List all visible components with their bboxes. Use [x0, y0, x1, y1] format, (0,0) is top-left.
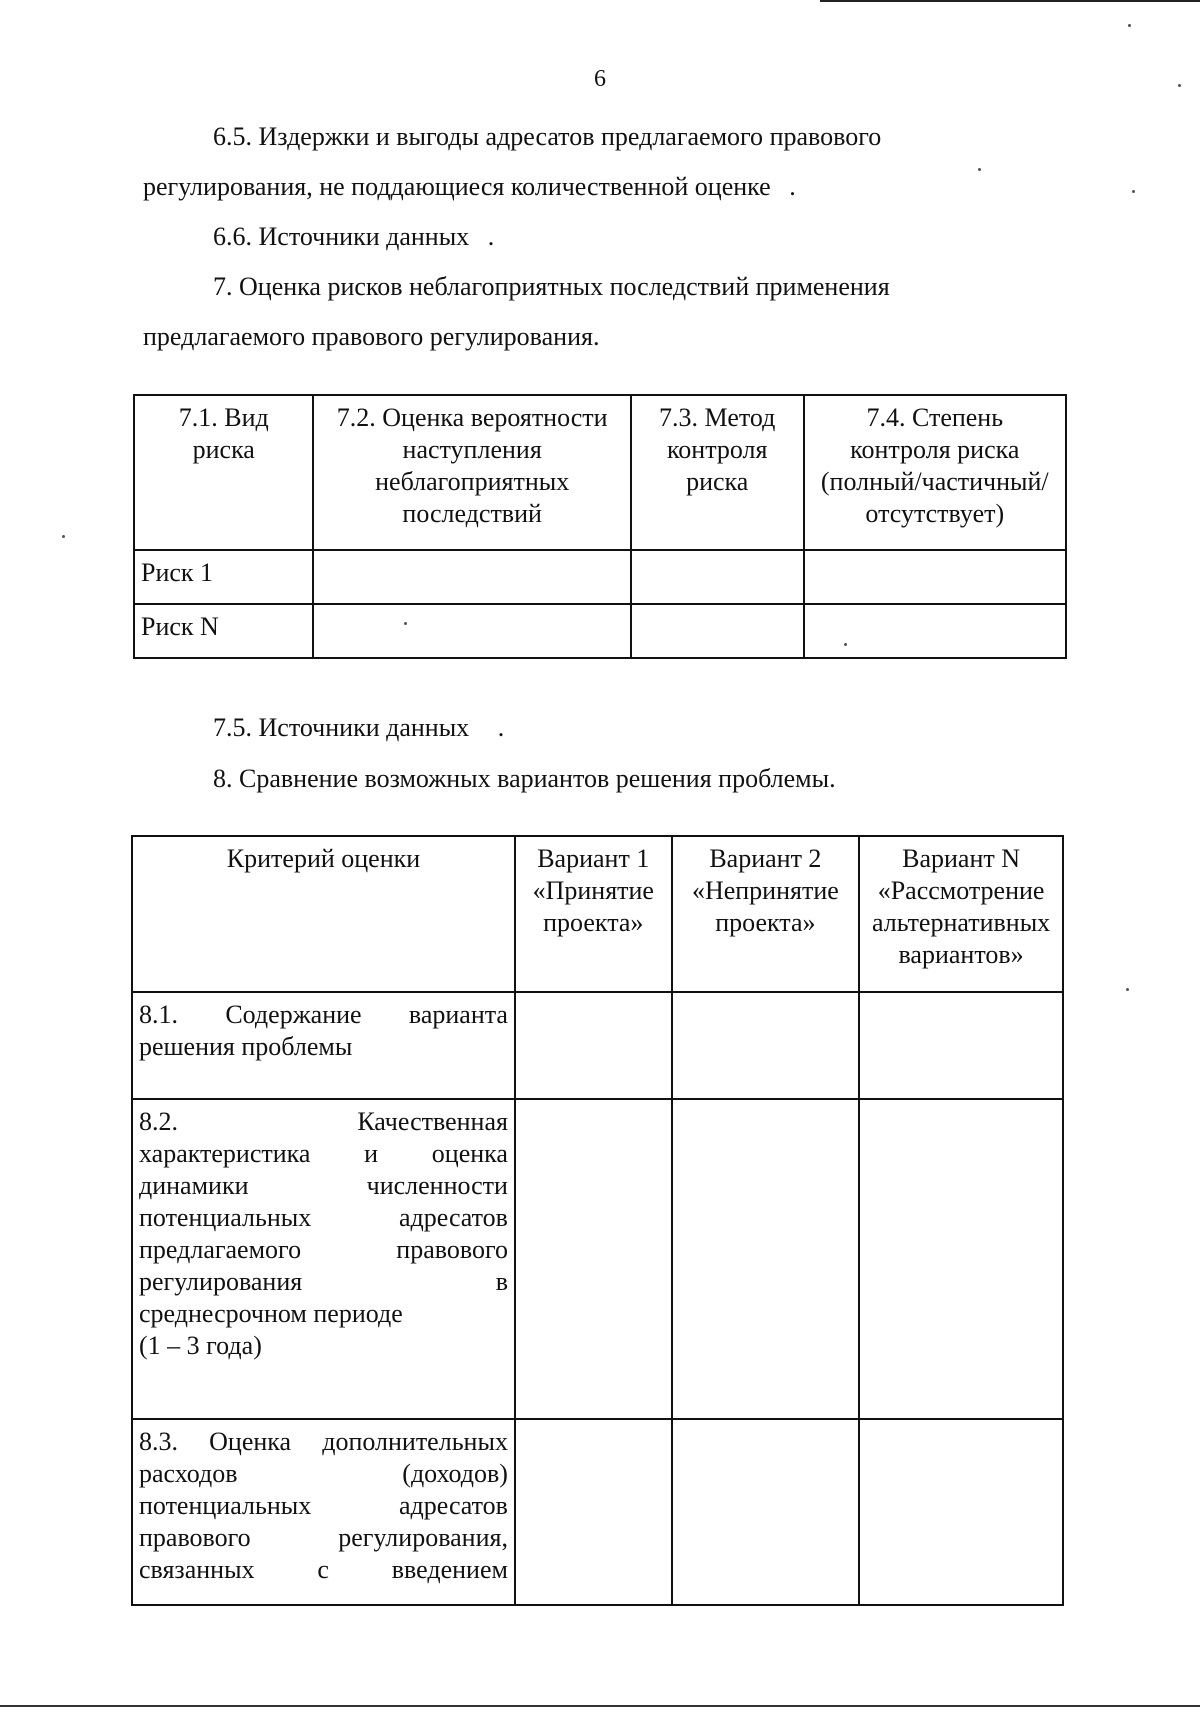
header-line: Вариант N	[902, 844, 1021, 873]
word: динамики	[139, 1171, 249, 1200]
criterion-line	[139, 1490, 508, 1522]
word: рисков	[327, 272, 403, 301]
criterion-line	[139, 1234, 508, 1266]
word: адресатов	[398, 1491, 508, 1520]
criterion-line	[139, 1170, 508, 1202]
word: последствий	[609, 272, 750, 301]
scan-speck	[1132, 190, 1135, 193]
criterion-line	[139, 1202, 508, 1234]
paragraph-6-5-text: регулирования, не поддающиеся количественной оценке	[143, 172, 771, 201]
header-line: риска	[192, 435, 255, 464]
word: расходов	[139, 1459, 238, 1488]
criterion-8-1	[132, 992, 515, 1099]
paragraph-7-5	[143, 703, 1067, 753]
header-line: контроля риска	[850, 435, 1020, 464]
criterion-line	[139, 1138, 508, 1170]
header-line: Вариант 1	[537, 844, 650, 873]
table-row	[132, 1419, 1063, 1605]
criterion-line	[139, 1522, 508, 1554]
header-line: риска	[686, 467, 749, 496]
header-line: «Непринятие	[691, 876, 839, 905]
paragraph-7-line-1	[143, 262, 1067, 312]
scan-speck	[404, 622, 407, 625]
paragraph-7-5-label: 7.5. Источники данных	[213, 713, 470, 742]
page-number: 6	[594, 66, 606, 92]
header-option-2	[672, 836, 860, 992]
risk-row-label: Риск N	[134, 604, 313, 658]
paragraph-7	[143, 262, 1067, 362]
word: неблагоприятных	[408, 272, 604, 301]
scan-speck	[1126, 988, 1129, 991]
period: .	[497, 713, 505, 742]
header-risk-type	[134, 395, 313, 550]
criterion-line	[139, 999, 508, 1031]
options-table-header-row	[132, 836, 1063, 992]
word: потенциальных	[139, 1491, 312, 1520]
word: Оценка	[209, 1427, 292, 1456]
word: 8.1.	[139, 1000, 178, 1029]
header-line: наступления	[402, 435, 542, 464]
table-row	[134, 550, 1066, 604]
risk-row-label: Риск 1	[134, 550, 313, 604]
word: правового	[396, 1235, 508, 1264]
paragraph-8-title: 8. Сравнение возможных вариантов решения проблемы.	[213, 764, 836, 793]
criterion-line: среднесрочном периоде	[139, 1299, 403, 1328]
risk-table	[133, 394, 1067, 659]
header-line: вариантов»	[898, 940, 1024, 969]
header-line: альтернативных	[871, 908, 1051, 937]
paragraph-6-5	[143, 112, 1067, 212]
table-cell[interactable]	[515, 992, 672, 1099]
header-line: последствий	[402, 499, 542, 528]
criterion-line	[139, 1426, 508, 1458]
word: применения	[755, 272, 890, 301]
table-cell[interactable]	[313, 550, 630, 604]
word: в	[495, 1267, 508, 1296]
table-cell[interactable]	[672, 992, 860, 1099]
word: правового	[769, 122, 882, 151]
paragraph-7-5-line	[143, 703, 1067, 753]
word: 8.3.	[139, 1427, 178, 1456]
word: характеристика	[139, 1139, 311, 1168]
word: и	[375, 122, 390, 151]
header-line: отсутствует)	[865, 499, 1005, 528]
word: варианта	[408, 1000, 508, 1029]
scan-top-edge-line	[820, 0, 1200, 2]
word: потенциальных	[139, 1203, 312, 1232]
word: (доходов)	[402, 1459, 508, 1488]
table-cell[interactable]	[313, 604, 630, 658]
header-line: 7.1. Вид	[178, 403, 269, 432]
criterion-line	[139, 1266, 508, 1298]
criterion-line: решения проблемы	[139, 1032, 353, 1061]
word: выгоды	[396, 122, 479, 151]
scan-speck	[1178, 84, 1181, 87]
table-cell[interactable]	[515, 1099, 672, 1419]
risk-table-header-row	[134, 395, 1066, 550]
word: предлагаемого	[139, 1235, 302, 1264]
header-line: (полный/частичный/	[820, 467, 1049, 496]
table-cell[interactable]	[672, 1419, 860, 1605]
word: Издержки	[258, 122, 370, 151]
word: регулирования	[139, 1267, 303, 1296]
scan-speck	[978, 168, 981, 171]
header-line: проекта»	[715, 908, 816, 937]
word: правового	[139, 1523, 251, 1552]
header-line: Критерий оценки	[226, 844, 421, 873]
table-cell[interactable]	[804, 550, 1066, 604]
table-cell[interactable]	[859, 992, 1063, 1099]
table-cell[interactable]	[631, 550, 804, 604]
paragraph-7-line-2: предлагаемого правового регулирования.	[143, 322, 600, 351]
word: и	[364, 1139, 379, 1168]
paragraph-6-6	[143, 212, 1067, 262]
header-line: «Принятие	[532, 876, 654, 905]
criterion-line	[139, 1106, 508, 1138]
table-cell[interactable]	[859, 1419, 1063, 1605]
header-control-method	[631, 395, 804, 550]
criterion-8-3	[132, 1419, 515, 1605]
period: .	[789, 172, 796, 201]
criterion-line	[139, 1458, 508, 1490]
word: связанных	[139, 1555, 255, 1584]
header-criterion	[132, 836, 515, 992]
criterion-8-2	[132, 1099, 515, 1419]
word: регулирования,	[338, 1523, 508, 1552]
criterion-line: (1 – 3 года)	[139, 1331, 262, 1360]
header-line: «Рассмотрение	[877, 876, 1045, 905]
word: оценка	[431, 1139, 508, 1168]
header-control-degree	[804, 395, 1066, 550]
word: введением	[391, 1555, 508, 1584]
paragraph-6-5-line-1	[143, 112, 1067, 162]
header-line: неблагоприятных	[375, 467, 570, 496]
word: адресатов	[398, 1203, 508, 1232]
scan-speck	[62, 535, 65, 538]
header-line: проекта»	[543, 908, 644, 937]
paragraph-6-5-line-2	[143, 162, 1067, 212]
header-line: 7.2. Оценка вероятности	[336, 403, 608, 432]
table-cell[interactable]	[859, 1099, 1063, 1419]
paragraph-6-6-label: 6.6. Источники данных	[213, 222, 470, 251]
word: Оценка	[239, 272, 321, 301]
scan-speck	[844, 643, 847, 646]
criterion-line	[139, 1554, 508, 1586]
word: адресатов	[485, 122, 595, 151]
word: 8.2.	[139, 1107, 178, 1136]
table-row	[134, 604, 1066, 658]
period: .	[487, 222, 495, 251]
paragraph-8	[143, 754, 1067, 804]
header-line: 7.3. Метод	[659, 403, 776, 432]
header-line: 7.4. Степень	[866, 403, 1004, 432]
header-line: контроля	[666, 435, 768, 464]
word: с	[317, 1555, 329, 1584]
table-cell[interactable]	[631, 604, 804, 658]
header-probability	[313, 395, 630, 550]
header-option-1	[515, 836, 672, 992]
table-row	[132, 1099, 1063, 1419]
scan-bottom-edge-line	[0, 1705, 1200, 1707]
table-cell[interactable]	[515, 1419, 672, 1605]
table-row	[132, 992, 1063, 1099]
scan-speck	[1128, 24, 1131, 27]
header-option-n	[859, 836, 1063, 992]
table-cell[interactable]	[672, 1099, 860, 1419]
word: Содержание	[225, 1000, 362, 1029]
word: дополнительных	[322, 1427, 508, 1456]
paragraph-6-6-line	[143, 212, 1067, 262]
word: предлагаемого	[600, 122, 764, 151]
options-table	[131, 835, 1064, 1606]
word: 6.5.	[213, 122, 252, 151]
word: численности	[366, 1171, 508, 1200]
table-cell[interactable]	[804, 604, 1066, 658]
header-line: Вариант 2	[709, 844, 822, 873]
word: 7.	[213, 272, 233, 301]
word: Качественная	[357, 1107, 508, 1136]
